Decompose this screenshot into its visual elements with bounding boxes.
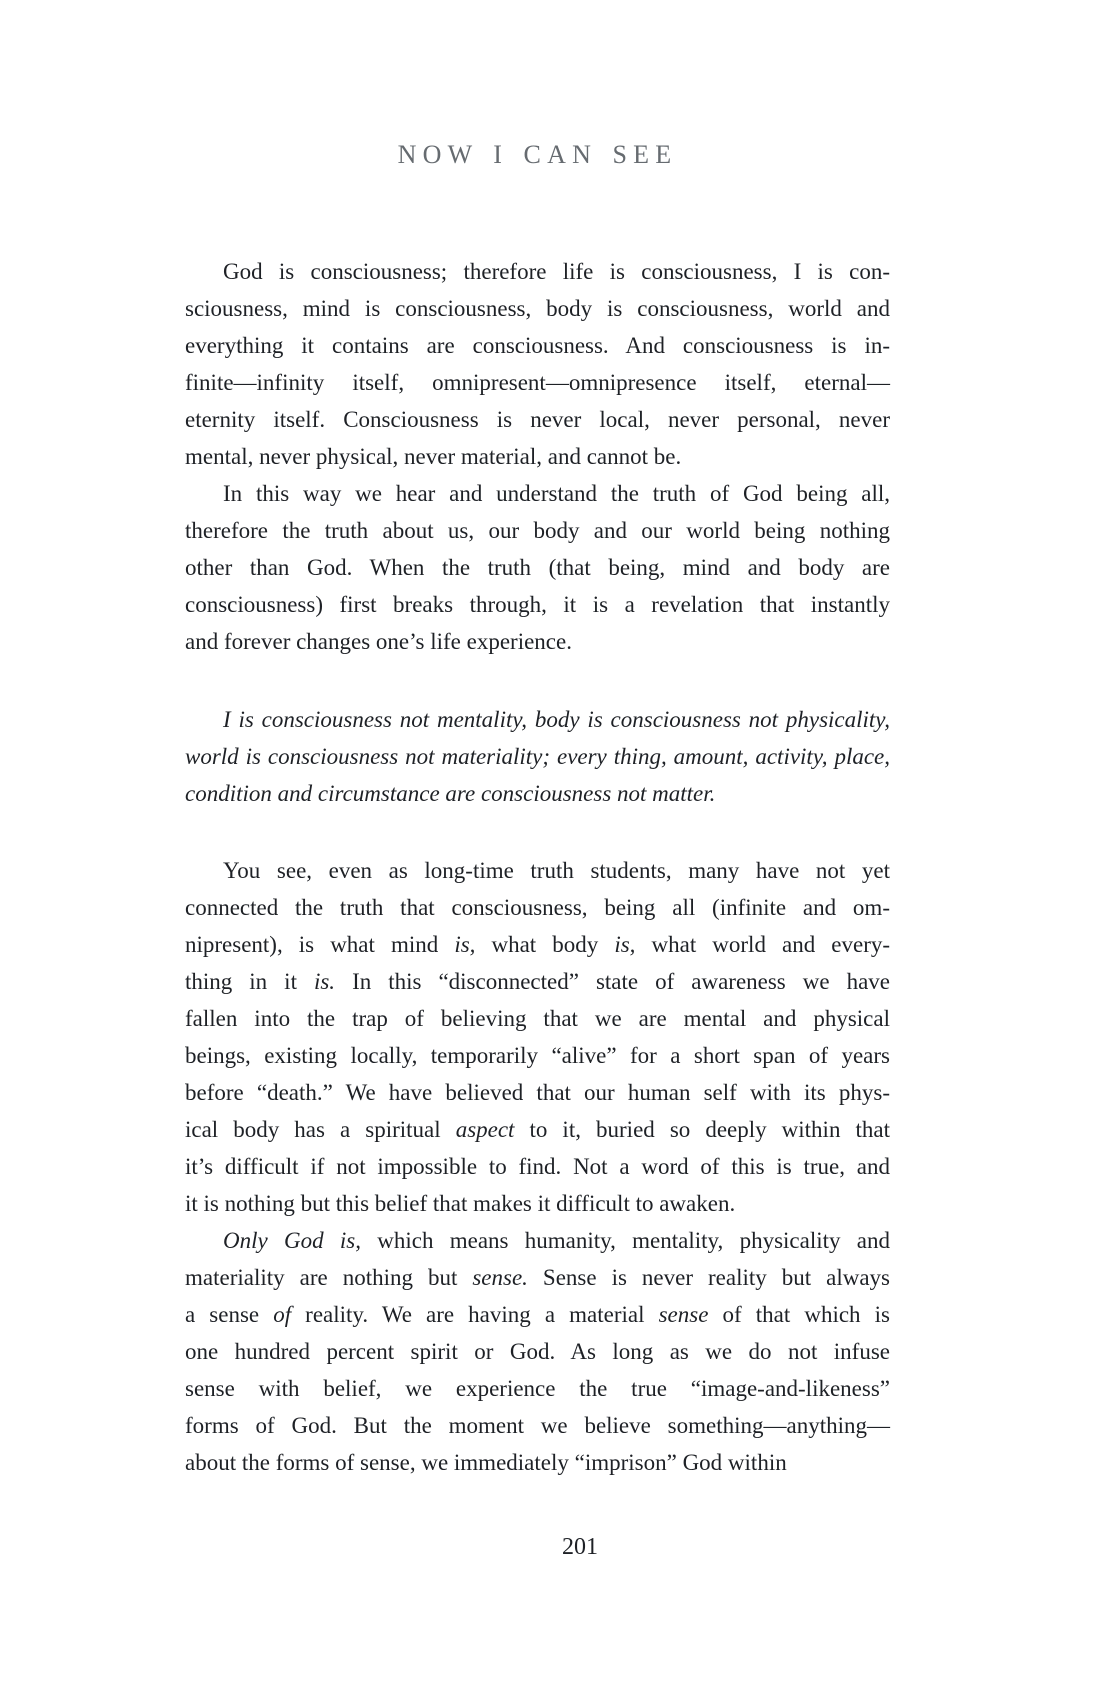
spacer <box>185 660 890 701</box>
text-line <box>185 852 890 889</box>
page-number: 201 <box>562 1534 598 1560</box>
chapter-title: NOW I CAN SEE <box>397 140 678 169</box>
text-segment: about the forms of sense, we immediately “imprison” God within <box>185 1450 787 1475</box>
text-block <box>185 253 890 1481</box>
italic-text-segment: sense. <box>472 1265 528 1290</box>
text-segment: In this “disconnected” state of awareness we have <box>335 969 891 994</box>
text-line <box>185 623 890 660</box>
text-segment: In this way we hear and understand the truth of God being all, <box>223 481 890 506</box>
italic-text-segment: is. <box>313 969 336 994</box>
text-line <box>185 1111 890 1148</box>
text-line <box>185 926 890 963</box>
paragraph <box>185 1222 890 1481</box>
text-segment: fallen into the trap of believing that we are mental and physical <box>185 1006 890 1031</box>
text-segment: Sense is never reality but always <box>527 1265 890 1290</box>
text-segment: before “death.” We have believed that our human self with its phys- <box>185 1080 890 1105</box>
text-line <box>185 438 890 475</box>
text-segment: of that which is <box>708 1302 890 1327</box>
paragraph <box>185 852 890 1222</box>
quote-block <box>185 701 890 812</box>
text-line <box>185 701 890 738</box>
text-segment: what body <box>475 932 615 957</box>
text-segment: connected the truth that consciousness, being all (infinite and om- <box>185 895 890 920</box>
text-line <box>185 512 890 549</box>
italic-text-segment: is, <box>614 932 636 957</box>
text-segment: one hundred percent spirit or God. As long as we do not infuse <box>185 1339 890 1364</box>
italic-text-segment: Only God is, <box>223 1228 361 1253</box>
text-line <box>185 1037 890 1074</box>
text-segment: it’s difficult if not impossible to find. Not a word of this is true, and <box>185 1154 890 1179</box>
text-line <box>185 1148 890 1185</box>
text-segment: You see, even as long-time truth students, many have not yet <box>223 858 890 883</box>
text-line <box>185 1222 890 1259</box>
text-segment: what world and every- <box>635 932 891 957</box>
text-segment: world is consciousness not materiality; every thing, amount, activity, place, <box>185 744 890 769</box>
text-line <box>185 1333 890 1370</box>
italic-text-segment: is, <box>454 932 476 957</box>
text-segment: and forever changes one’s life experience. <box>185 629 572 654</box>
text-segment: condition and circumstance are consciousness not matter. <box>185 781 716 806</box>
paragraph <box>185 253 890 475</box>
paragraph <box>185 475 890 660</box>
text-segment: I is consciousness not mentality, body is consciousness not physicality, <box>223 707 890 732</box>
text-segment: sense with belief, we experience the true “image-and-likeness” <box>185 1376 890 1401</box>
text-segment: consciousness) first breaks through, it is a revelation that instantly <box>185 592 890 617</box>
text-line <box>185 290 890 327</box>
text-line <box>185 963 890 1000</box>
text-line <box>185 775 890 812</box>
text-line <box>185 1370 890 1407</box>
text-line <box>185 549 890 586</box>
text-line <box>185 586 890 623</box>
text-segment: therefore the truth about us, our body and our world being nothing <box>185 518 890 543</box>
italic-text-segment: sense <box>658 1302 709 1327</box>
text-segment: it is nothing but this belief that makes it difficult to awaken. <box>185 1191 736 1216</box>
text-line <box>185 1074 890 1111</box>
text-segment: ical body has a spiritual <box>185 1117 456 1142</box>
text-segment: everything it contains are consciousness. And consciousness is in- <box>185 333 890 358</box>
text-line <box>185 364 890 401</box>
text-line <box>185 327 890 364</box>
text-line <box>185 889 890 926</box>
text-segment: mental, never physical, never material, and cannot be. <box>185 444 682 469</box>
text-line <box>185 475 890 512</box>
text-segment: materiality are nothing but <box>185 1265 473 1290</box>
text-line <box>185 1296 890 1333</box>
italic-text-segment: aspect <box>455 1117 515 1142</box>
text-line <box>185 1259 890 1296</box>
text-segment: eternity itself. Consciousness is never local, never personal, never <box>185 407 890 432</box>
text-line <box>185 401 890 438</box>
text-line <box>185 1444 890 1481</box>
text-line <box>185 1407 890 1444</box>
text-segment: forms of God. But the moment we believe something—anything— <box>185 1413 890 1438</box>
text-segment: God is consciousness; therefore life is consciousness, I is con- <box>223 259 890 284</box>
text-line <box>185 1000 890 1037</box>
text-segment: sciousness, mind is consciousness, body is consciousness, world and <box>185 296 890 321</box>
text-line <box>185 253 890 290</box>
text-segment: nipresent), is what mind <box>185 932 455 957</box>
text-segment: thing in it <box>185 969 314 994</box>
text-line <box>185 1185 890 1222</box>
text-segment: beings, existing locally, temporarily “alive” for a short span of years <box>185 1043 890 1068</box>
text-segment: other than God. When the truth (that being, mind and body are <box>185 555 890 580</box>
text-line <box>185 738 890 775</box>
text-segment: which means humanity, mentality, physicality and <box>360 1228 890 1253</box>
spacer <box>185 812 890 852</box>
italic-text-segment: of <box>273 1302 292 1327</box>
text-segment: a sense <box>185 1302 274 1327</box>
text-segment: to it, buried so deeply within that <box>514 1117 890 1142</box>
text-segment: reality. We are having a material <box>291 1302 659 1327</box>
text-segment: finite—infinity itself, omnipresent—omnipresence itself, eternal— <box>185 370 890 395</box>
